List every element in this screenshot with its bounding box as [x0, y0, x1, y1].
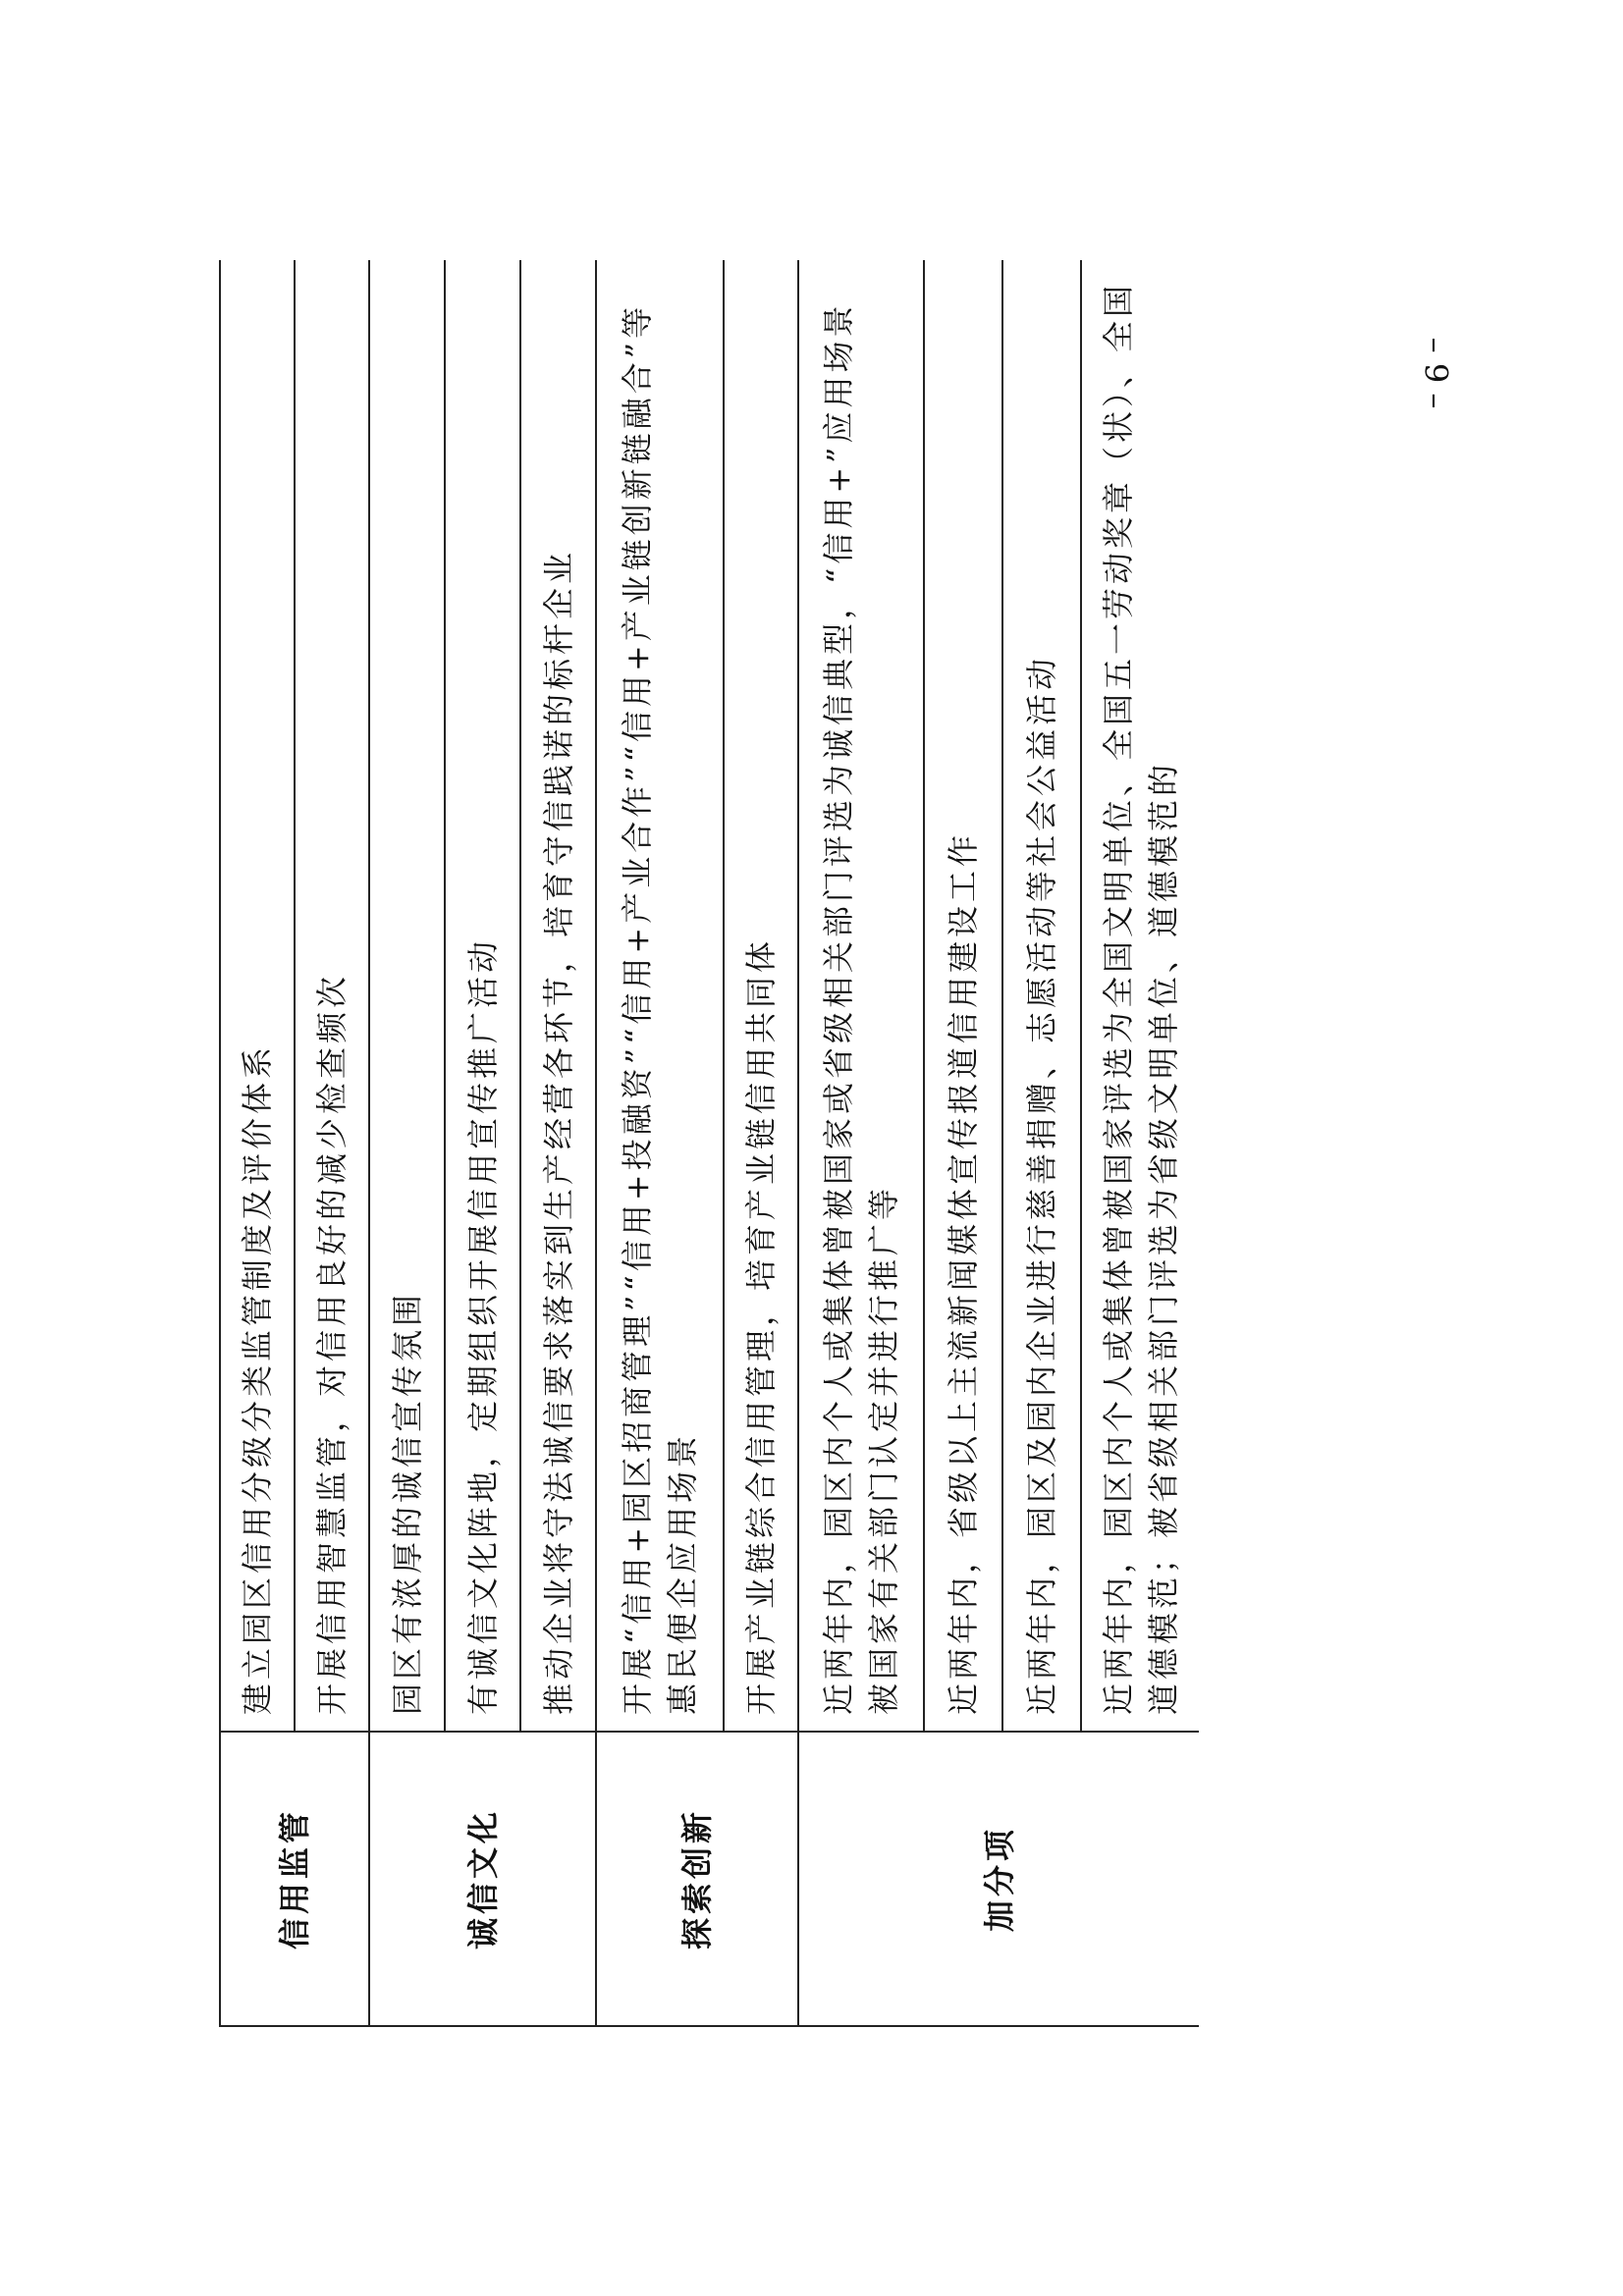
- page-number-text: – 9 –: [1417, 337, 1455, 409]
- criteria-item: 开展产业链综合信用管理，培育产业链信用共同体: [724, 260, 798, 1732]
- criteria-item: 近两年内，园区内个人或集体曾被国家评选为全国文明单位、全国五一劳动奖章（状）、全国道德模范；被省级相关部门评选为省级文明单位、道德模范的: [1081, 260, 1199, 1732]
- category-credit-supervision: 信用监管: [220, 1732, 369, 2026]
- scoring-table: [219, 260, 1199, 2027]
- criteria-item: 近两年内，园区及园内企业进行慈善捐赠、志愿活动等社会公益活动: [1002, 260, 1081, 1732]
- criteria-item: 近两年内，园区内个人或集体曾被国家或省级相关部门评选为诚信典型，“信用+”应用场景被国家有关部门认定并进行推广等: [798, 260, 924, 1732]
- page-number: [1406, 324, 1465, 422]
- criteria-item: 开展信用智慧监管，对信用良好的减少检查频次: [295, 260, 369, 1732]
- table-row: [369, 260, 445, 2026]
- criteria-item: 开展“信用+园区招商管理”“信用+投融资”“信用+产业合作”“信用+产业链创新链融合”等惠民便企应用场景: [596, 260, 724, 1732]
- criteria-item: 有诚信文化阵地，定期组织开展信用宣传推广活动: [445, 260, 520, 1732]
- category-bonus-items: 加分项: [798, 1732, 1199, 2026]
- scoring-table-container: [219, 260, 1199, 2027]
- category-exploration-innovation: 探索创新: [596, 1732, 798, 2026]
- table-row: [798, 260, 924, 2026]
- criteria-item: 建立园区信用分级分类监管制度及评价体系: [220, 260, 295, 1732]
- table-row: [220, 260, 295, 2026]
- criteria-item: 近两年内，省级以上主流新闻媒体宣传报道信用建设工作: [924, 260, 1002, 1732]
- criteria-item: 推动企业将守法诚信要求落实到生产经营各环节，培育守信践诺的标杆企业: [520, 260, 596, 1732]
- category-integrity-culture: 诚信文化: [369, 1732, 596, 2026]
- table-row: [596, 260, 724, 2026]
- scoring-table-rotated: [219, 260, 1199, 2027]
- criteria-item: 园区有浓厚的诚信宣传氛围: [369, 260, 445, 1732]
